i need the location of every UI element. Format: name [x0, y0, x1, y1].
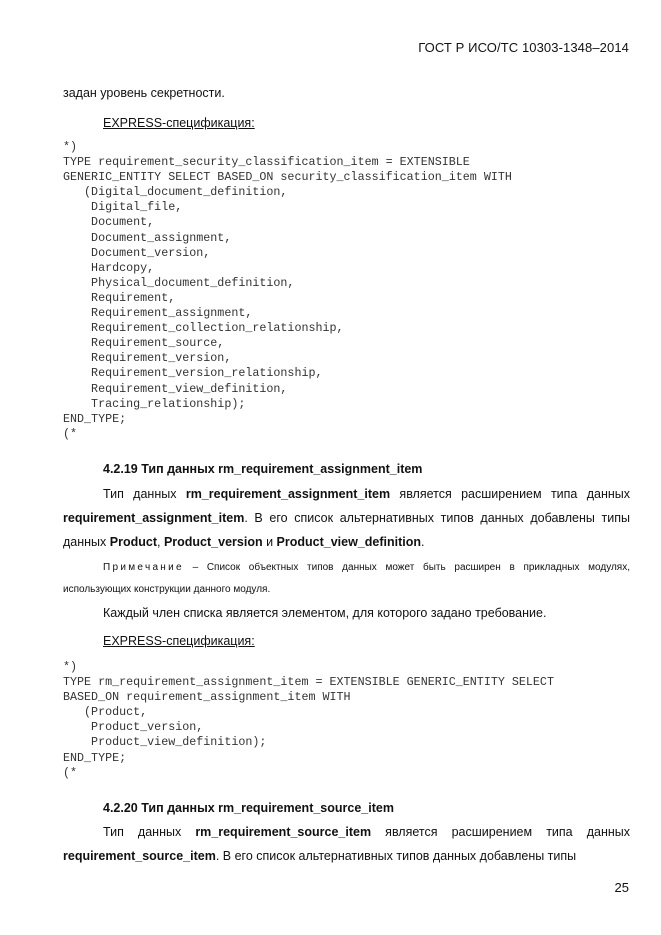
express-code-block-1: *) TYPE requirement_security_classification_item = EXTENSIBLE GENERIC_ENTITY SELECT BASED_ON security_classification_item WITH (Digital_document_definition, Digital_file, Document, Document_assignment, Document_version, Hardcopy, Physical_document_definition, Requirement, Requirement_assignment, Requirement_collection_relationship, Requirement_source, Requirement_version, Requirement_version_relationship, Requirement_view_definition, Tracing_relationship); END_TYPE; (*	[63, 140, 512, 441]
note-line-1	[63, 557, 630, 579]
para-text: Тип данных	[103, 487, 186, 501]
para-text: .	[421, 535, 425, 549]
member-line: Каждый член списка является элементом, для которого задано требование.	[103, 606, 547, 620]
type-name-requirement-assignment-item: requirement_assignment_item	[63, 511, 245, 525]
express-spec-label-2: EXPRESS-спецификация:	[103, 634, 255, 648]
section-4-2-20-paragraph	[63, 820, 630, 868]
para-text: ,	[157, 535, 164, 549]
type-name-rm-requirement-source-item: rm_requirement_source_item	[195, 825, 372, 839]
page-number: 25	[614, 880, 629, 895]
para-text: является расширением типа данных	[371, 825, 630, 839]
type-name-product: Product	[109, 535, 157, 549]
section-4-2-19-paragraph	[63, 482, 630, 554]
note-line-2: использующих конструкции данного модуля.	[63, 584, 271, 595]
note-text-1: – Список объектных типов данных может быть расширен в прикладных модулях,	[183, 562, 630, 573]
para-text: Тип данных	[103, 825, 196, 839]
type-name-product-version: Product_version	[163, 535, 263, 549]
type-name-requirement-source-item: requirement_source_item	[63, 849, 216, 863]
document-header: ГОСТ Р ИСО/ТС 10303-1348–2014	[418, 40, 629, 55]
para-text: и	[262, 535, 277, 549]
para-text: является расширением типа данных	[390, 487, 630, 501]
para-text: . В его список альтернативных типов данных добавлены типы	[215, 849, 577, 863]
intro-line: задан уровень секретности.	[63, 86, 225, 100]
express-code-block-2: *) TYPE rm_requirement_assignment_item = EXTENSIBLE GENERIC_ENTITY SELECT BASED_ON requirement_assignment_item WITH (Product, Product_version, Product_view_definition); END_TYPE; (*	[63, 660, 554, 780]
section-heading-4-2-19: 4.2.19 Тип данных rm_requirement_assignment_item	[103, 462, 423, 476]
note-block	[63, 557, 630, 601]
para-text: . В его список альтернативных типов данных добавлены типы данных	[63, 511, 630, 549]
section-heading-4-2-20: 4.2.20 Тип данных rm_requirement_source_item	[103, 801, 394, 815]
type-name-rm-requirement-assignment-item: rm_requirement_assignment_item	[185, 487, 391, 501]
note-label: Примечание	[103, 562, 184, 573]
express-spec-label-1: EXPRESS-спецификация:	[103, 116, 255, 130]
type-name-product-view-definition: Product_view_definition	[276, 535, 421, 549]
